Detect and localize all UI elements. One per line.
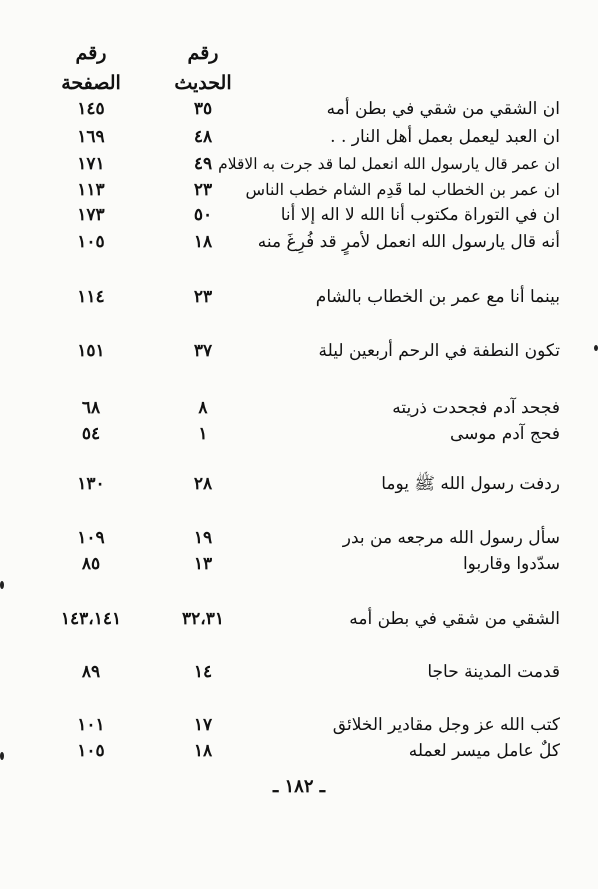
- hadith-number: ٨: [198, 398, 208, 418]
- index-row: [0, 737, 598, 765]
- page-number: ٦٨: [81, 398, 101, 418]
- page-number: ١٦٩: [77, 127, 105, 147]
- hadith-title: ردفت رسول الله ﷺ يوما: [381, 474, 560, 494]
- hadith-number: ٣٧: [193, 341, 213, 361]
- scan-speck: [0, 752, 4, 760]
- page-number: ١٠٩: [77, 528, 105, 548]
- hadith-number: ١٨: [193, 232, 213, 252]
- footer-page-number: ـ ١٨٢ ـ: [272, 776, 326, 797]
- hadith-title: ان الشقي من شقي في بطن أمه: [326, 99, 560, 119]
- index-row: [0, 605, 598, 633]
- hadith-title: ان العبد ليعمل بعمل أهل النار . .: [330, 127, 560, 147]
- index-row: [0, 470, 598, 498]
- scan-speck: [594, 345, 598, 351]
- hadith-number: ١٣: [193, 554, 213, 574]
- page-number: ١٠٥: [77, 232, 105, 252]
- hadith-title: سدّدوا وقاربوا: [462, 554, 560, 574]
- index-row: [0, 95, 598, 123]
- hadith-number: ١: [198, 424, 208, 444]
- index-row: [0, 658, 598, 686]
- header-page-number: رقم الصفحة: [61, 42, 121, 94]
- hadith-number: ١٩: [193, 528, 213, 548]
- hadith-number: ١٨: [193, 741, 213, 761]
- hadith-title: تكون النطفة في الرحم أربعين ليلة: [318, 341, 560, 361]
- hadith-title: فحج آدم موسى: [449, 424, 560, 444]
- hadith-title: ان عمر قال يارسول الله انعمل لما قد جرت به الاقلام: [218, 155, 560, 173]
- hadith-number: ١٤: [193, 662, 213, 682]
- index-row: [0, 337, 598, 365]
- page-number: ١١٣: [77, 180, 105, 200]
- hadith-number: ٣٥: [193, 99, 213, 119]
- page-number: ١٧٣: [77, 205, 105, 225]
- hadith-number: ٢٨: [193, 474, 213, 494]
- hadith-title: أنه قال يارسول الله انعمل لأمرٍ قد فُرِغَ منه: [257, 232, 560, 252]
- hadith-title: بينما أنا مع عمر بن الخطاب بالشام: [315, 287, 560, 307]
- page-number: ١٠٥: [77, 741, 105, 761]
- hadith-title: الشقي من شقي في بطن أمه: [349, 609, 560, 629]
- hadith-number: ٣٢،٣١: [181, 609, 224, 629]
- hadith-title: فجحد آدم فجحدت ذريته: [392, 398, 560, 418]
- hadith-number: ٥٠: [193, 205, 213, 225]
- index-row: [0, 394, 598, 422]
- page-number: ١١٤: [77, 287, 105, 307]
- hadith-title: قدمت المدينة حاجا: [427, 662, 560, 682]
- index-row: [0, 550, 598, 578]
- index-row: [0, 524, 598, 552]
- page-number: ١٤٣،١٤١: [60, 609, 122, 629]
- index-row: [0, 420, 598, 448]
- scan-speck: [0, 581, 4, 589]
- index-row: [0, 123, 598, 151]
- hadith-number: ٢٣: [193, 287, 213, 307]
- page-number: ١٥١: [77, 341, 105, 361]
- hadith-number: ٤٨: [193, 127, 213, 147]
- index-row: [0, 176, 598, 204]
- hadith-number: ٢٣: [193, 180, 213, 200]
- page-number: ٥٤: [81, 424, 101, 444]
- index-row: [0, 201, 598, 229]
- index-row: [0, 283, 598, 311]
- hadith-number: ١٧: [193, 715, 213, 735]
- page-number: ٨٥: [81, 554, 101, 574]
- header-hadith-number: رقم الحديث: [174, 42, 232, 94]
- index-row: [0, 150, 598, 178]
- page-number: ١٠١: [77, 715, 105, 735]
- index-row: [0, 228, 598, 256]
- hadith-title: ان في التوراة مكتوب أنا الله لا اله إلا أنا: [280, 205, 560, 225]
- hadith-title: ان عمر بن الخطاب لما قَدِم الشام خطب الناس: [245, 180, 560, 199]
- hadith-title: كتب الله عز وجل مقادير الخلائق: [332, 715, 560, 735]
- hadith-number: ٤٩: [193, 154, 213, 174]
- page-number: ٨٩: [81, 662, 101, 682]
- index-row: [0, 711, 598, 739]
- page-number: ١٣٠: [77, 474, 105, 494]
- page-number: ١٧١: [77, 154, 105, 174]
- hadith-title: كلٌ عامل ميسر لعمله: [408, 741, 560, 761]
- hadith-title: سأل رسول الله مرجعه من بدر: [342, 528, 560, 548]
- page-number: ١٤٥: [77, 99, 105, 119]
